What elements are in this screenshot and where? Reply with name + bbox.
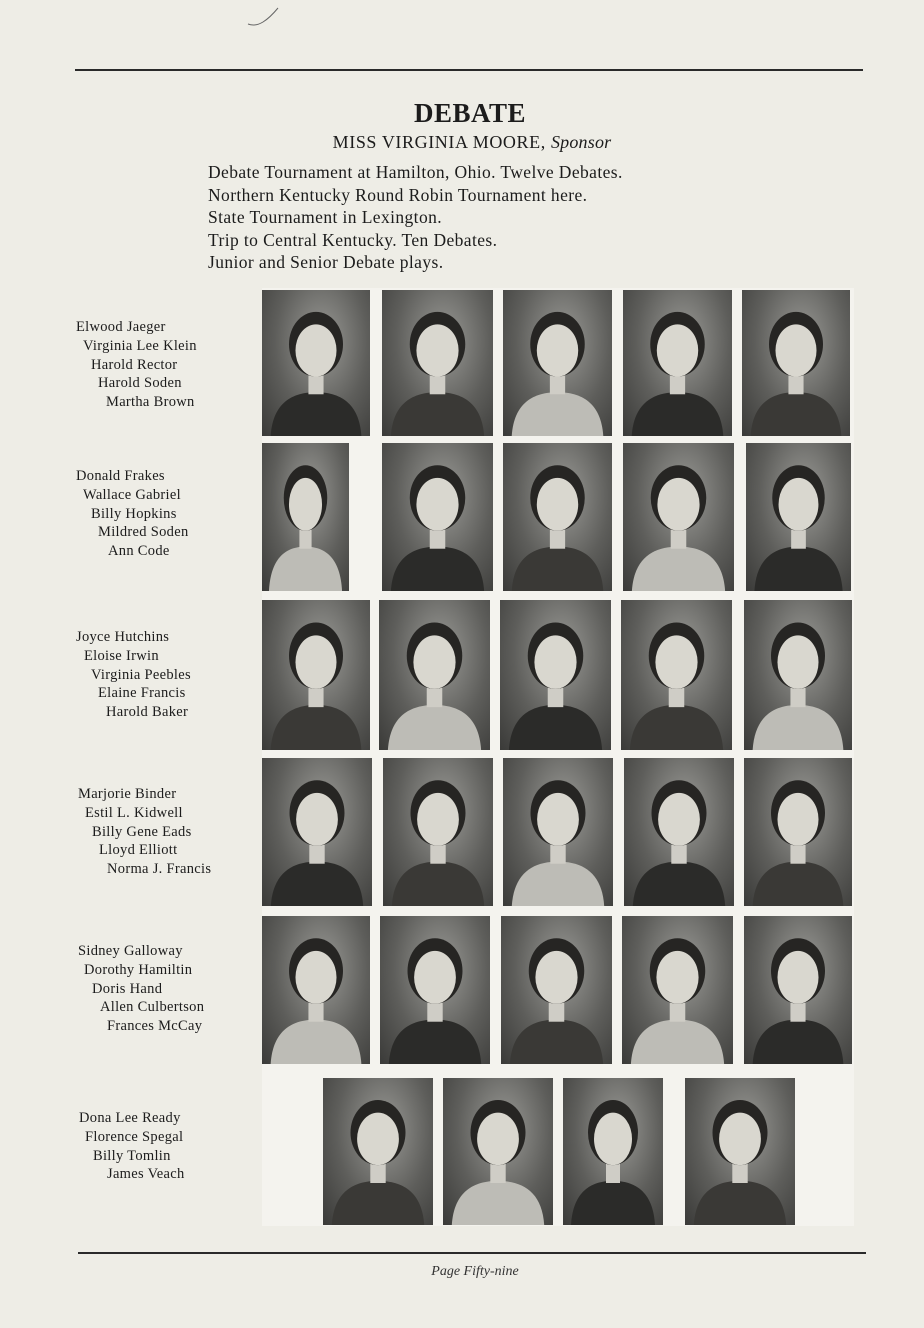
student-photo (563, 1078, 663, 1225)
portrait-face (416, 324, 458, 376)
student-name: Marjorie Binder (78, 786, 177, 802)
portrait-body (632, 392, 724, 436)
portrait-silhouette (742, 290, 850, 436)
portrait-silhouette (685, 1078, 795, 1225)
event-item: Trip to Central Kentucky. Ten Debates. (208, 229, 498, 250)
student-name: Harold Baker (106, 704, 189, 721)
student-name: Virginia Peebles (91, 666, 191, 683)
portrait-face (413, 635, 455, 689)
portrait-silhouette (443, 1078, 553, 1225)
event-item: Debate Tournament at Hamilton, Ohio. Twelve Debates. (208, 162, 623, 182)
portrait-face (656, 951, 698, 1004)
portrait-body (388, 705, 481, 750)
portrait-face (357, 1113, 399, 1166)
student-photo (503, 443, 612, 591)
portrait-body (452, 1181, 544, 1225)
event-item: State Tournament in Lexington. (208, 207, 443, 227)
student-name: James Veach (107, 1166, 185, 1183)
student-name: Frances McCay (107, 1018, 203, 1035)
student-photo (262, 916, 370, 1064)
portrait-body (751, 392, 842, 436)
portrait-body (391, 547, 484, 591)
portrait-body (512, 547, 604, 591)
portrait-silhouette (379, 600, 490, 750)
student-name: Norma J. Francis (107, 861, 212, 878)
student-photo (685, 1078, 795, 1225)
names-row-4 (76, 785, 211, 879)
sponsor-role: Sponsor (550, 132, 612, 152)
portrait-face (658, 793, 700, 846)
portrait-silhouette (624, 758, 734, 906)
portrait-body (389, 1020, 481, 1064)
portrait-silhouette (500, 600, 611, 750)
portrait-face (657, 478, 699, 531)
portrait-silhouette (262, 443, 349, 591)
portrait-body (269, 547, 342, 591)
portrait-silhouette (623, 290, 732, 436)
student-name: Virginia Lee Klein (83, 337, 197, 354)
portrait-face (537, 324, 578, 376)
student-photo (382, 443, 493, 591)
portrait-body (271, 705, 362, 750)
student-photo (503, 758, 613, 906)
portrait-silhouette (262, 916, 370, 1064)
page-number: Page Fifty-nine (431, 1264, 519, 1279)
names-row-6 (76, 1109, 185, 1184)
portrait-body (512, 392, 604, 436)
portrait-silhouette (383, 758, 493, 906)
portrait-face (537, 793, 579, 846)
portrait-body (630, 705, 723, 750)
student-name: Dona Lee Ready (79, 1110, 181, 1126)
names-row-3 (76, 628, 191, 722)
names-row-1 (76, 318, 197, 412)
student-name: Lloyd Elliott (99, 842, 178, 859)
student-name: Ann Code (108, 543, 170, 560)
portrait-body (510, 1020, 603, 1064)
portrait-silhouette (501, 916, 612, 1064)
student-name: Dorothy Hamiltin (84, 961, 193, 978)
portrait-face (655, 635, 697, 689)
student-name: Billy Tomlin (93, 1147, 171, 1164)
student-photo (622, 916, 733, 1064)
portrait-face (657, 324, 698, 376)
student-photo (744, 916, 852, 1064)
portrait-body (632, 547, 725, 591)
names-row-2 (76, 467, 189, 561)
student-name: Elaine Francis (98, 685, 186, 702)
student-photo (379, 600, 490, 750)
student-name: Harold Rector (91, 356, 178, 373)
student-name: Billy Gene Eads (92, 823, 192, 840)
portrait-body (753, 862, 844, 906)
portrait-face (417, 793, 459, 846)
portrait-body (271, 1020, 362, 1064)
sponsor-name: MISS VIRGINIA MOORE, (332, 132, 546, 152)
page-title: DEBATE (413, 98, 527, 128)
portrait-silhouette (503, 443, 612, 591)
portrait-silhouette (744, 916, 852, 1064)
student-name: Joyce Hutchins (76, 629, 170, 645)
portrait-face (296, 793, 338, 846)
student-photo (742, 290, 850, 436)
student-name: Sidney Galloway (78, 943, 183, 959)
portrait-body (392, 862, 484, 906)
portrait-face (779, 478, 819, 531)
portrait-body (271, 862, 363, 906)
portrait-face (777, 793, 818, 846)
portrait-silhouette (622, 916, 733, 1064)
portrait-face (477, 1113, 519, 1166)
student-photo (623, 290, 732, 436)
student-photo (744, 600, 852, 750)
student-photo (503, 290, 612, 436)
student-photo (621, 600, 732, 750)
portrait-face (535, 951, 577, 1004)
portrait-face (777, 635, 818, 689)
portrait-silhouette (744, 758, 852, 906)
student-photo (262, 443, 349, 591)
portrait-silhouette (262, 758, 372, 906)
portrait-body (631, 1020, 724, 1064)
student-name: Mildred Soden (98, 524, 189, 541)
student-photo (500, 600, 611, 750)
student-name: Doris Hand (92, 980, 163, 997)
portrait-face (537, 478, 578, 531)
portrait-silhouette (323, 1078, 433, 1225)
student-photo (746, 443, 851, 591)
student-name: Donald Frakes (76, 468, 165, 484)
portrait-body (509, 705, 602, 750)
student-name: Elwood Jaeger (76, 319, 166, 335)
portrait-body (571, 1181, 655, 1225)
portrait-face (416, 478, 458, 531)
student-name: Martha Brown (106, 394, 195, 411)
portrait-face (295, 635, 336, 689)
student-name: Eloise Irwin (84, 647, 159, 664)
portrait-face (534, 635, 576, 689)
portrait-silhouette (382, 290, 493, 436)
student-photo (262, 600, 370, 750)
portrait-silhouette (744, 600, 852, 750)
student-photo (501, 916, 612, 1064)
portrait-body (391, 392, 484, 436)
sponsor-line (0, 132, 924, 153)
portrait-silhouette (262, 600, 370, 750)
portrait-body (694, 1181, 786, 1225)
portrait-face (775, 324, 816, 376)
names-row-5 (76, 942, 204, 1036)
student-name: Harold Soden (98, 375, 182, 392)
portrait-silhouette (380, 916, 490, 1064)
portrait-face (594, 1113, 632, 1166)
portrait-silhouette (503, 290, 612, 436)
portrait-body (512, 862, 604, 906)
photo-grid (262, 288, 854, 1226)
portrait-silhouette (503, 758, 613, 906)
student-photo (382, 290, 493, 436)
student-name: Florence Spegal (85, 1128, 184, 1145)
portrait-face (777, 951, 818, 1004)
portrait-silhouette (382, 443, 493, 591)
portrait-body (332, 1181, 424, 1225)
debate-events-list (208, 161, 623, 274)
student-photo (624, 758, 734, 906)
student-photo (262, 758, 372, 906)
student-photo (323, 1078, 433, 1225)
portrait-face (295, 951, 336, 1004)
student-photo (383, 758, 493, 906)
bottom-rule (78, 1252, 866, 1254)
student-photo (380, 916, 490, 1064)
student-name: Billy Hopkins (91, 505, 177, 522)
portrait-body (753, 1020, 844, 1064)
student-photo (744, 758, 852, 906)
student-name: Estil L. Kidwell (85, 804, 183, 821)
student-name: Allen Culbertson (100, 999, 205, 1016)
student-photo (623, 443, 734, 591)
portrait-face (289, 478, 322, 531)
top-rule (75, 69, 863, 71)
portrait-body (754, 547, 842, 591)
portrait-face (295, 324, 336, 376)
portrait-body (753, 705, 844, 750)
portrait-silhouette (621, 600, 732, 750)
student-photo (262, 290, 370, 436)
portrait-face (719, 1113, 761, 1166)
student-name: Wallace Gabriel (83, 486, 181, 503)
portrait-silhouette (746, 443, 851, 591)
pencil-mark (244, 2, 284, 30)
portrait-silhouette (623, 443, 734, 591)
student-photo (443, 1078, 553, 1225)
portrait-silhouette (262, 290, 370, 436)
portrait-body (633, 862, 725, 906)
event-item: Northern Kentucky Round Robin Tournament here. (208, 184, 588, 205)
portrait-body (271, 392, 362, 436)
event-item: Junior and Senior Debate plays. (208, 252, 444, 272)
portrait-face (414, 951, 456, 1004)
portrait-silhouette (563, 1078, 663, 1225)
